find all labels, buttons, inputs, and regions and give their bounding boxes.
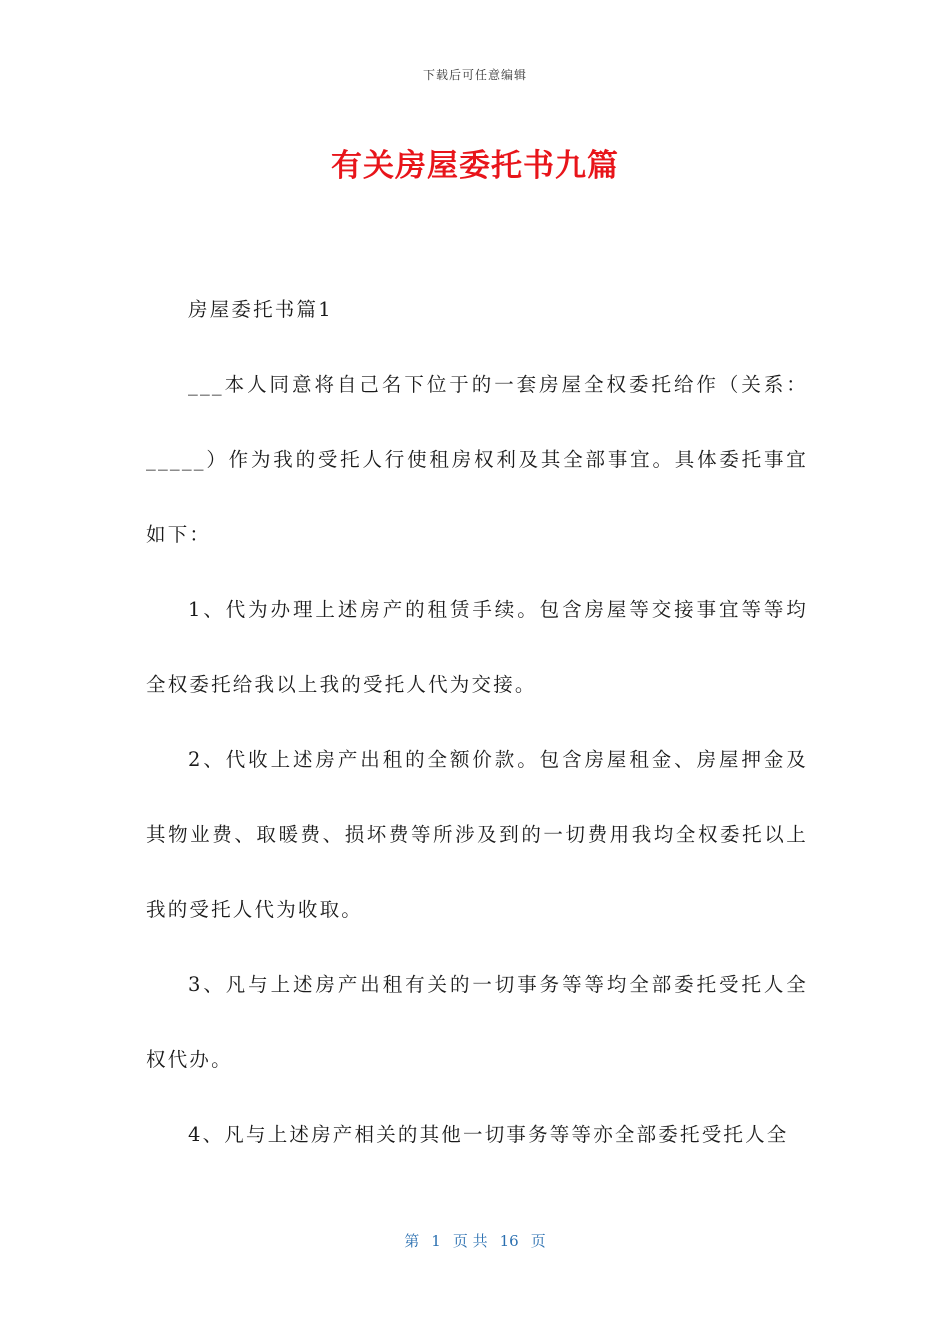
footer-page-prefix: 第 bbox=[404, 1232, 420, 1250]
section-heading: 房屋委托书篇1 bbox=[188, 298, 333, 321]
paragraph: 4、凡与上述房产相关的其他一切事务等等亦全部委托受托人全 bbox=[188, 1123, 789, 1146]
footer-page-suffix: 页 bbox=[530, 1232, 546, 1250]
footer-page-number: 1 bbox=[431, 1232, 441, 1250]
document-body bbox=[146, 272, 808, 1172]
paragraph: ___本人同意将自己名下位于的一套房屋全权委托给作（关系：_____）作为我的受托人行使租房权利及其全部事宜。具体委托事宜如下： bbox=[146, 373, 808, 546]
paragraph: 1、代为办理上述房产的租赁手续。包含房屋等交接事宜等等均全权委托给我以上我的受托人代为交接。 bbox=[146, 598, 808, 696]
document-title: 有关房屋委托书九篇 bbox=[331, 148, 619, 184]
paragraph: 3、凡与上述房产出租有关的一切事务等等均全部委托受托人全权代办。 bbox=[146, 973, 808, 1071]
footer-page-mid: 页 共 bbox=[452, 1232, 488, 1250]
page-footer bbox=[0, 1230, 950, 1251]
footer-total-pages: 16 bbox=[499, 1232, 519, 1250]
paragraph: 2、代收上述房产出租的全额价款。包含房屋租金、房屋押金及其物业费、取暖费、损坏费等所涉及到的一切费用我均全权委托以上我的受托人代为收取。 bbox=[146, 748, 808, 921]
header-note: 下载后可任意编辑 bbox=[422, 68, 527, 82]
